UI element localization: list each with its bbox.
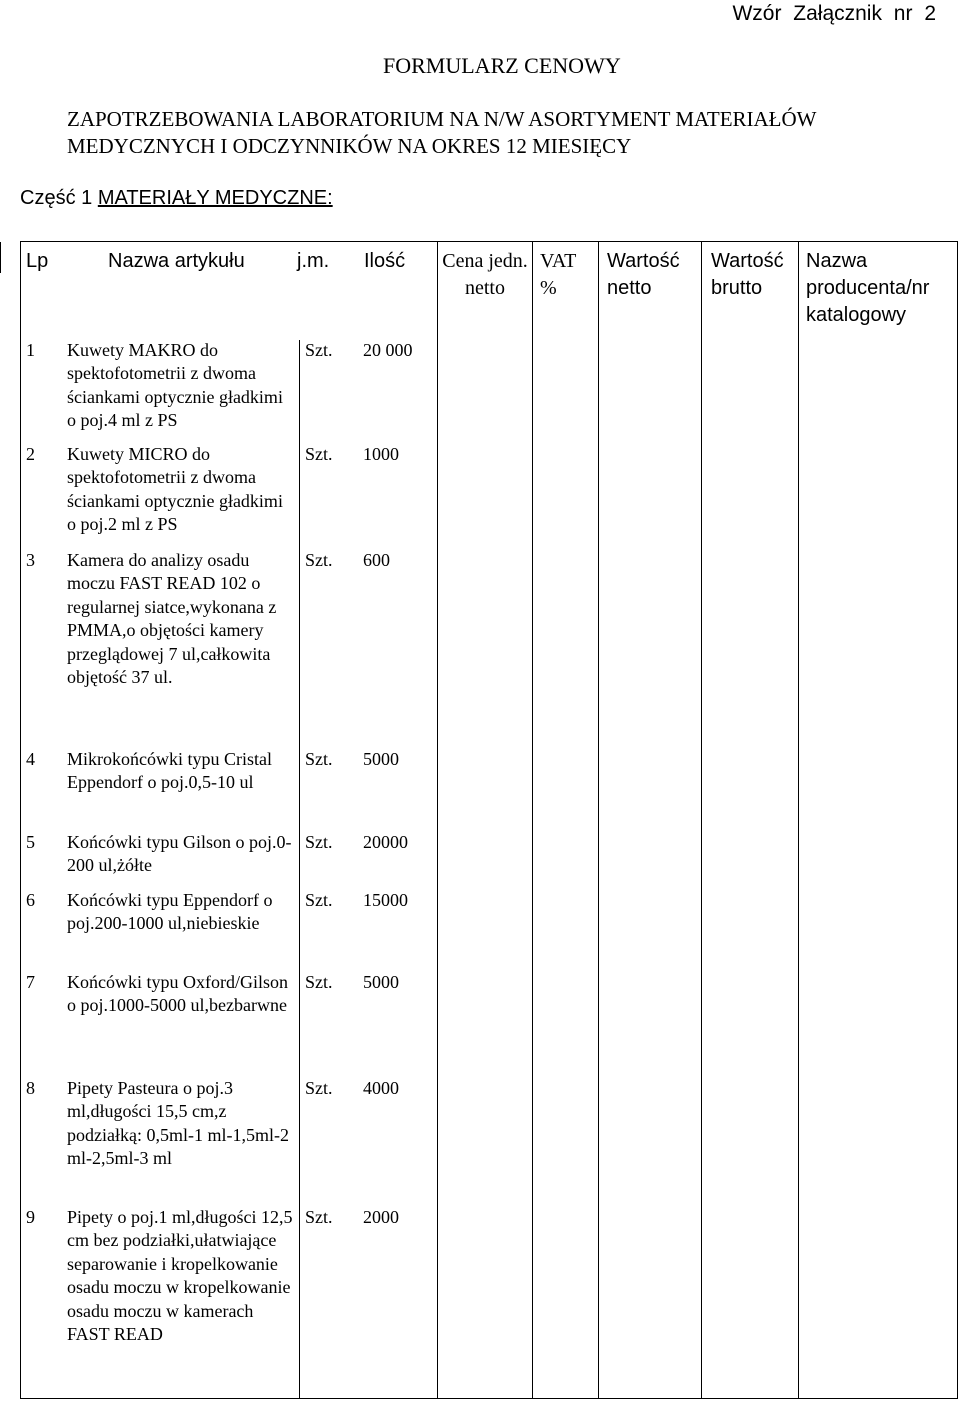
form-subtitle: ZAPOTRZEBOWANIA LABORATORIUM NA N/W ASORTYMENT MATERIAŁÓW MEDYCZNYCH I ODCZYNNIKÓW NA OKRES 12 MIESIĘCY bbox=[67, 107, 817, 158]
row-name: Mikrokońcówki typu Cristal Eppendorf o poj.0,5-10 ul bbox=[67, 749, 272, 793]
column-divider bbox=[598, 242, 599, 1399]
row-lp: 6 bbox=[26, 890, 35, 910]
row-quantity: 4000 bbox=[363, 1078, 399, 1098]
row-lp: 7 bbox=[26, 972, 35, 992]
header-gross-value: Wartość brutto bbox=[711, 250, 784, 299]
row-name: Pipety o poj.1 ml,długości 12,5 cm bez podziałki,ułatwiające separowanie i kropelkowanie osadu moczu w kropelkowanie osadu moczu w kamerach FAST READ bbox=[67, 1207, 293, 1345]
part-prefix: Część 1 bbox=[20, 187, 93, 209]
row-unit: Szt. bbox=[305, 749, 333, 769]
row-unit: Szt. bbox=[305, 832, 333, 852]
row-unit: Szt. bbox=[305, 1078, 333, 1098]
header-unit: j.m. bbox=[297, 250, 330, 272]
table-border-top bbox=[20, 241, 958, 242]
row-name: Końcówki typu Gilson o poj.0-200 ul,żółte bbox=[67, 832, 292, 876]
row-quantity: 20 000 bbox=[363, 340, 413, 360]
row-quantity: 5000 bbox=[363, 749, 399, 769]
table-border-left bbox=[0, 242, 1, 273]
row-lp: 5 bbox=[26, 832, 35, 852]
row-name: Kuwety MAKRO do spektofotometrii z dwoma ściankami optycznie gładkimi o poj.4 ml z PS bbox=[67, 340, 283, 431]
table-border-left-inner bbox=[20, 242, 21, 1399]
column-divider bbox=[701, 242, 702, 1399]
row-name: Końcówki typu Oxford/Gilson o poj.1000-5000 ul,bezbarwne bbox=[67, 972, 288, 1016]
header-unit-price: Cena jedn. netto bbox=[442, 250, 528, 299]
row-unit: Szt. bbox=[305, 1207, 333, 1227]
row-name: Końcówki typu Eppendorf o poj.200-1000 ul,niebieskie bbox=[67, 890, 273, 934]
row-name: Kamera do analizy osadu moczu FAST READ 102 o regularnej siatce,wykonana z PMMA,o objętości kamery przeglądowej 7 ul,całkowita objętość 37 ul. bbox=[67, 550, 277, 688]
row-lp: 9 bbox=[26, 1207, 35, 1227]
row-lp: 1 bbox=[26, 340, 35, 360]
table-border-right bbox=[957, 242, 958, 1399]
attachment-label: Wzór Załącznik nr 2 bbox=[732, 2, 936, 25]
form-title: FORMULARZ CENOWY bbox=[383, 53, 621, 78]
row-name: Pipety Pasteura o poj.3 ml,długości 15,5 cm,z podziałką: 0,5ml-1 ml-1,5ml-2 ml-2,5ml-3 ml bbox=[67, 1078, 289, 1169]
row-quantity: 2000 bbox=[363, 1207, 399, 1227]
column-divider bbox=[532, 242, 533, 1399]
row-quantity: 1000 bbox=[363, 444, 399, 464]
row-quantity: 5000 bbox=[363, 972, 399, 992]
row-lp: 4 bbox=[26, 749, 35, 769]
row-quantity: 20000 bbox=[363, 832, 408, 852]
row-unit: Szt. bbox=[305, 444, 333, 464]
row-lp: 3 bbox=[26, 550, 35, 570]
header-vat: VAT % bbox=[540, 250, 576, 299]
header-quantity: Ilość bbox=[364, 250, 406, 272]
header-net-value: Wartość netto bbox=[607, 250, 680, 299]
row-lp: 2 bbox=[26, 444, 35, 464]
row-quantity: 600 bbox=[363, 550, 390, 570]
part-heading bbox=[20, 187, 333, 210]
table-border-bottom bbox=[20, 1398, 958, 1399]
column-divider bbox=[798, 242, 799, 1399]
header-name: Nazwa artykułu bbox=[108, 250, 245, 272]
row-unit: Szt. bbox=[305, 550, 333, 570]
header-producer: Nazwa producenta/nr katalogowy bbox=[806, 250, 930, 326]
row-name: Kuwety MICRO do spektofotometrii z dwoma ściankami optycznie gładkimi o poj.2 ml z PS bbox=[67, 444, 283, 535]
column-divider bbox=[299, 340, 300, 1399]
part-name: MATERIAŁY MEDYCZNE: bbox=[97, 187, 333, 209]
header-lp: Lp bbox=[26, 250, 49, 272]
row-unit: Szt. bbox=[305, 890, 333, 910]
row-lp: 8 bbox=[26, 1078, 35, 1098]
row-quantity: 15000 bbox=[363, 890, 408, 910]
row-unit: Szt. bbox=[305, 972, 333, 992]
row-unit: Szt. bbox=[305, 340, 333, 360]
